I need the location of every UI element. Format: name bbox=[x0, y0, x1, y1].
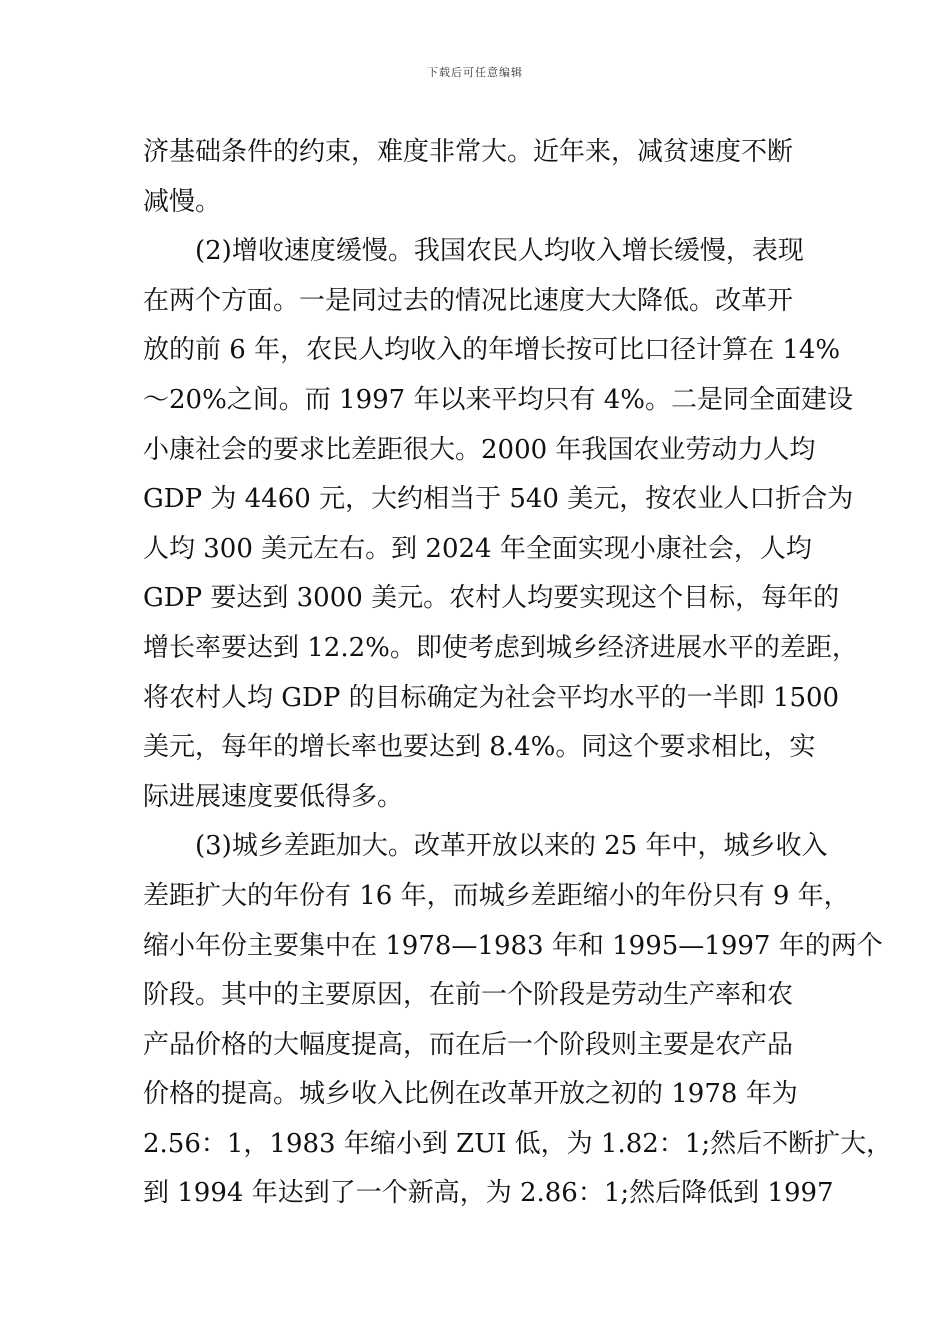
text-line: 际进展速度要低得多。 bbox=[143, 781, 404, 812]
text-line: 济基础条件的约束，难度非常大。近年来，减贫速度不断 bbox=[143, 137, 794, 167]
text-line: ～20%之间。而 1997 年以来平均只有 4%。二是同全面建设 bbox=[143, 384, 853, 415]
text-line: 在两个方面。一是同过去的情况比速度大大降低。改革开 bbox=[143, 285, 794, 316]
text-line: 减慢。 bbox=[143, 186, 222, 217]
text-line: GDP 为 4460 元，大约相当于 540 美元，按农业人口折合为 bbox=[143, 484, 854, 515]
text-line: 美元，每年的增长率也要达到 8.4%。同这个要求相比，实 bbox=[143, 732, 816, 763]
text-line: 差距扩大的年份有 16 年，而城乡差距缩小的年份只有 9 年， bbox=[143, 880, 850, 911]
text-line: 增长率要达到 12.2%。即使考虑到城乡经济进展水平的差距， bbox=[143, 632, 858, 663]
text-line: 2.56：1，1983 年缩小到 ZUI 低，为 1.82：1;然后不断扩大， bbox=[143, 1128, 893, 1159]
text-line: 阶段。其中的主要原因，在前一个阶段是劳动生产率和农 bbox=[143, 980, 794, 1011]
page-header-note: 下载后可任意编辑 bbox=[427, 66, 523, 79]
text-line: 价格的提高。城乡收入比例在改革开放之初的 1978 年为 bbox=[143, 1079, 798, 1110]
text-line: 人均 300 美元左右。到 2024 年全面实现小康社会，人均 bbox=[143, 533, 812, 564]
paragraph-start-line: (2)增收速度缓慢。我国农民人均收入增长缓慢，表现 bbox=[195, 236, 804, 267]
text-line: 产品价格的大幅度提高，而在后一个阶段则主要是农产品 bbox=[143, 1029, 794, 1060]
text-line: 将农村人均 GDP 的目标确定为社会平均水平的一半即 1500 bbox=[143, 682, 840, 713]
document-body bbox=[143, 128, 893, 1219]
paragraph-start-line: (3)城乡差距加大。改革开放以来的 25 年中，城乡收入 bbox=[195, 831, 828, 862]
text-line: 到 1994 年达到了一个新高，为 2.86：1;然后降低到 1997 bbox=[143, 1178, 834, 1209]
text-line: GDP 要达到 3000 美元。农村人均要实现这个目标，每年的 bbox=[143, 583, 840, 614]
text-line: 小康社会的要求比差距很大。2000 年我国农业劳动力人均 bbox=[143, 434, 816, 465]
text-line: 放的前 6 年，农民人均收入的年增长按可比口径计算在 14% bbox=[143, 335, 841, 366]
text-line: 缩小年份主要集中在 1978—1983 年和 1995—1997 年的两个 bbox=[143, 930, 883, 961]
